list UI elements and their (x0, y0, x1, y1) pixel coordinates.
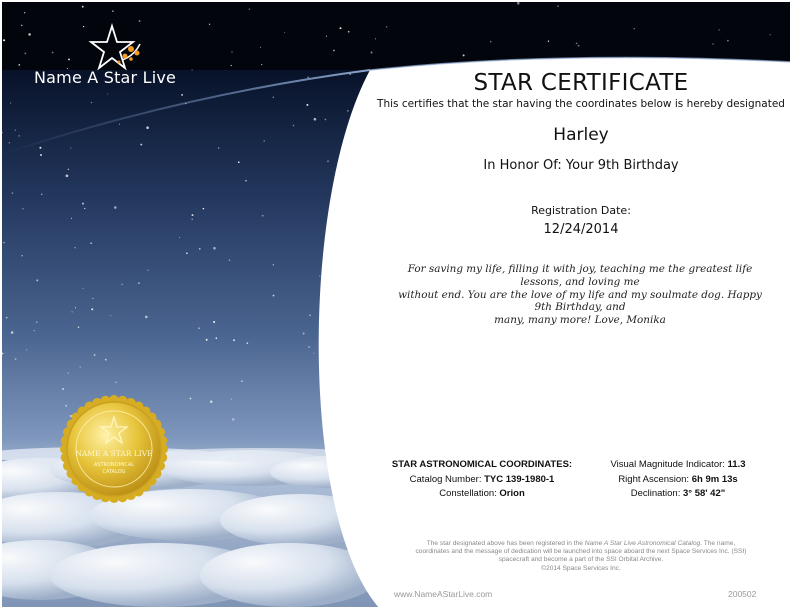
magnitude-label: Visual Magnitude Indicator: (610, 459, 728, 470)
star-dot (238, 161, 240, 163)
star-dot (306, 104, 308, 106)
seal-text-line3: CATALOG (102, 469, 126, 475)
star-dot (203, 208, 205, 210)
star-dot (80, 366, 81, 367)
star-dot (340, 27, 342, 29)
star-dot (308, 346, 310, 348)
star-dot (347, 110, 349, 112)
star-dot (82, 288, 83, 289)
star-dot (68, 169, 69, 170)
star-dot (145, 316, 148, 319)
star-dot (90, 242, 91, 243)
star-dot (66, 175, 69, 178)
star-dot (148, 270, 149, 271)
star-dot (62, 388, 64, 390)
star-dot (24, 52, 26, 54)
star-dot (326, 36, 327, 37)
star-dot (192, 214, 194, 216)
star-dot (82, 203, 84, 205)
star-dot (91, 308, 93, 310)
star-dot (91, 102, 93, 104)
star-dot (262, 215, 264, 217)
star-dot (41, 194, 42, 195)
star-dot (209, 24, 210, 25)
star-dot (241, 381, 242, 382)
star-dot (140, 144, 142, 146)
star-dot (71, 218, 72, 219)
disclaimer-text: . The name, (700, 540, 736, 547)
brand-logo-text: Name A Star Live (34, 68, 177, 87)
star-dot (319, 276, 320, 277)
star-dot (303, 333, 305, 335)
seal-text-line1: NAME A STAR LIVE (75, 449, 153, 458)
star-dot (206, 339, 208, 341)
star-dot (36, 279, 38, 281)
star-dot (190, 398, 192, 400)
star-dot (15, 358, 17, 360)
star-dot (213, 247, 216, 250)
copyright-line: ©2014 Space Services Inc. (541, 564, 621, 572)
star-dot (6, 317, 8, 319)
star-dot (21, 25, 22, 26)
star-dot (216, 337, 218, 339)
declination (578, 487, 778, 502)
star-dot (21, 255, 22, 256)
footer-code: 200502 (728, 589, 757, 599)
star-dot (181, 94, 183, 96)
star-dot (232, 418, 235, 421)
disclaimer-line: spacecraft and become a part of the SSI Orbital Archive. (498, 556, 664, 564)
star-dot (11, 331, 14, 334)
star-dot (284, 32, 285, 33)
star-dot (22, 208, 24, 210)
disclaimer-line (385, 540, 777, 548)
seal-text-line2: ASTRONOMICAL (93, 462, 135, 468)
star-dot (18, 135, 19, 136)
dedication-message (390, 263, 770, 327)
star-dot (273, 264, 274, 265)
star-dot (179, 237, 180, 238)
catalog-value: TYC 139-1980-1 (484, 473, 555, 485)
star-dot (115, 382, 116, 383)
star-dot (213, 321, 215, 323)
star-dot (199, 248, 200, 249)
star-dot (114, 206, 117, 209)
star-dot (119, 124, 120, 125)
star-dot (10, 102, 11, 103)
gold-seal-icon (58, 393, 170, 505)
star-dot (186, 252, 188, 254)
catalog-name: Name A Star Live Astronomical Catalog (584, 540, 701, 547)
coordinates-heading: STAR ASTRONOMICAL COORDINATES: (391, 459, 573, 470)
star-dot (24, 12, 25, 13)
message-line: without end. You are the love of my life and my soulmate dog. Happy 9th Birthday, and (398, 288, 762, 314)
star-dot (273, 97, 275, 99)
star-dot (313, 353, 314, 354)
star-dot (26, 349, 27, 350)
star-name: Harley (553, 125, 609, 145)
star-dot (92, 298, 93, 299)
footer-url: www.NameAStarLive.com (394, 589, 493, 599)
star-dot (40, 154, 42, 156)
star-dot (146, 126, 149, 129)
star-dot (293, 125, 295, 127)
coordinates-left-column (382, 458, 582, 502)
star-dot (94, 354, 96, 356)
star-dot (218, 148, 219, 149)
star-dot (3, 242, 5, 244)
star-dot (34, 330, 35, 331)
star-dot (28, 33, 31, 36)
star-dot (333, 50, 335, 52)
star-dot (3, 39, 5, 41)
star-dot (105, 359, 107, 361)
star-dot (263, 140, 265, 142)
star-dot (71, 311, 72, 312)
star-dot (249, 8, 251, 10)
star-dot (9, 142, 10, 143)
star-dot (112, 10, 113, 11)
constellation-label: Constellation: (439, 488, 500, 499)
declination-label: Declination: (630, 488, 683, 499)
visual-magnitude (578, 458, 778, 473)
star-dot (68, 372, 69, 373)
star-dot (138, 282, 140, 284)
catalog-label: Catalog Number: (409, 473, 485, 485)
star-dot (78, 327, 79, 328)
star-dot (12, 192, 14, 194)
star-dot (74, 247, 76, 249)
disclaimer-text: The star designated above has been registered in the (426, 540, 585, 547)
registration-disclaimer (385, 540, 777, 573)
star-dot (36, 321, 37, 322)
disclaimer-line: coordinates and the message of dedication will be launched into space aboard the next Space Services Inc. (SSI) (415, 548, 747, 556)
star-dot (110, 315, 111, 316)
star-dot (210, 400, 213, 403)
star-dot (233, 339, 235, 341)
right-ascension (578, 473, 778, 488)
star-dot (260, 47, 261, 48)
certifies-text: This certifies that the star having the coordinates below is hereby designated (377, 98, 785, 110)
star-dot (307, 77, 308, 78)
honor-text: In Honor Of: Your 9th Birthday (483, 158, 679, 173)
star-dot (75, 307, 76, 308)
registration-date: 12/24/2014 (543, 222, 619, 237)
message-line: For saving my life, filling it with joy, teaching me the greatest life lessons, and loving me (407, 263, 753, 288)
constellation (382, 487, 582, 502)
star-dot (247, 342, 249, 344)
star-dot (122, 284, 123, 285)
catalog-number (382, 473, 582, 488)
star-dot (192, 219, 193, 220)
star-dot (107, 93, 108, 94)
ascension-value: 6h 9m 13s (691, 473, 738, 485)
registration-label: Registration Date: (531, 204, 631, 217)
star-dot (231, 51, 232, 52)
coordinates-right-column (578, 458, 778, 502)
magnitude-value: 11.3 (727, 459, 746, 470)
star-dot (229, 259, 230, 260)
star-dot (273, 295, 275, 297)
star-dot (261, 64, 262, 65)
star-dot (70, 148, 71, 149)
star-dot (39, 147, 41, 149)
certificate-content (370, 0, 792, 609)
star-dot (82, 6, 84, 8)
star-dot (314, 118, 317, 121)
star-dot (231, 65, 232, 66)
star-dot (18, 64, 20, 66)
declination-value: 3° 58' 42" (683, 488, 726, 499)
certificate-title: STAR CERTIFICATE (473, 70, 689, 96)
star-dot (84, 208, 85, 209)
ascension-label: Right Ascension: (618, 473, 692, 485)
star-dot (245, 180, 247, 182)
star-dot (15, 130, 16, 131)
star-dot (198, 327, 200, 329)
star-dot (348, 31, 350, 33)
star-dot (309, 315, 311, 317)
star-dot (327, 161, 328, 162)
message-line: many, many more! Love, Monika (494, 314, 666, 327)
constellation-value: Orion (499, 488, 525, 499)
star-dot (231, 399, 232, 400)
star-dot (325, 119, 327, 121)
